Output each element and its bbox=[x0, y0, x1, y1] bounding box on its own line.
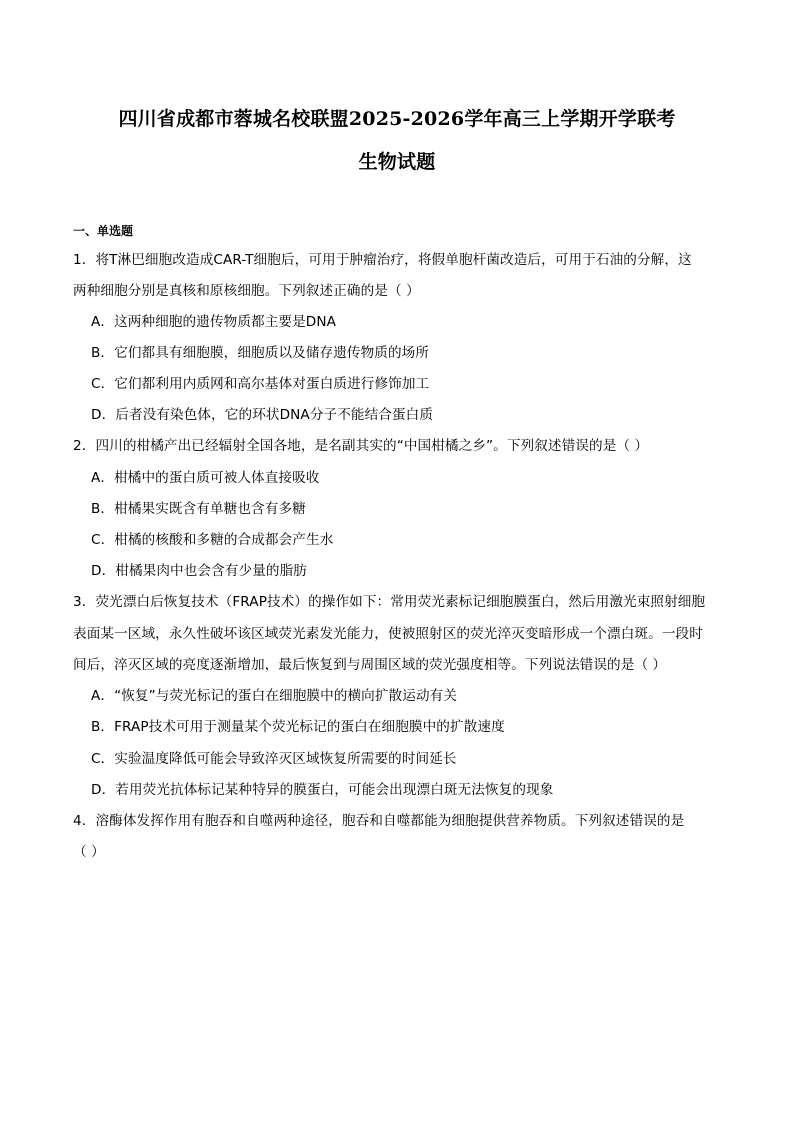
question-2-option-a: A．柑橘中的蛋白质可被人体直接吸收 bbox=[91, 470, 320, 486]
question-1-option-b: B．它们都具有细胞膜，细胞质以及储存遗传物质的场所 bbox=[91, 345, 430, 361]
question-2-option-c: C．柑橘的核酸和多糖的合成都会产生水 bbox=[91, 532, 334, 548]
question-2-option-b: B．柑橘果实既含有单糖也含有多糖 bbox=[91, 501, 306, 517]
section-heading: 一、单选题 bbox=[73, 224, 134, 238]
exam-title: 四川省成都市蓉城名校联盟2025-2026学年高三上学期开学联考 bbox=[118, 108, 676, 130]
question-1-stem-line-2: 两种细胞分别是真核和原核细胞。下列叙述正确的是（ ） bbox=[73, 283, 420, 299]
question-1-stem-line-1: 1．将T淋巴细胞改造成CAR-T细胞后，可用于肿瘤治疗，将假单胞杆菌改造后，可用于石油的分解，这 bbox=[73, 252, 692, 268]
question-1-option-a: A．这两种细胞的遗传物质都主要是DNA bbox=[91, 314, 337, 330]
question-3-option-d: D．若用荧光抗体标记某种特异的膜蛋白，可能会出现漂白斑无法恢复的现象 bbox=[91, 782, 554, 798]
question-4-stem-line-1: 4．溶酶体发挥作用有胞吞和自噬两种途径，胞吞和自噬都能为细胞提供营养物质。下列叙述错误的是 bbox=[73, 813, 685, 829]
question-3-stem-line-2: 表面某一区域，永久性破坏该区域荧光素发光能力，使被照射区的荧光淬灭变暗形成一个漂白斑。一段时 bbox=[73, 626, 703, 642]
question-3-option-a: A．“恢复”与荧光标记的蛋白在细胞膜中的横向扩散运动有关 bbox=[91, 688, 458, 704]
question-3-stem-line-3: 间后，淬灭区域的亮度逐渐增加，最后恢复到与周围区域的荧光强度相等。下列说法错误的是（ ） bbox=[73, 657, 667, 673]
question-2-stem-line-1: 2．四川的柑橘产出已经辐射全国各地，是名副其实的“中国柑橘之乡”。下列叙述错误的是（ ） bbox=[73, 438, 649, 454]
question-4-stem-line-2: （ ） bbox=[73, 844, 105, 860]
question-2-option-d: D．柑橘果肉中也会含有少量的脂肪 bbox=[91, 563, 307, 579]
question-3-option-b: B．FRAP技术可用于测量某个荧光标记的蛋白在细胞膜中的扩散速度 bbox=[91, 719, 505, 735]
exam-subtitle: 生物试题 bbox=[358, 151, 436, 173]
question-3-option-c: C．实验温度降低可能会导致淬灭区域恢复所需要的时间延长 bbox=[91, 751, 457, 767]
question-3-stem-line-1: 3．荧光漂白后恢复技术（FRAP技术）的操作如下：常用荧光素标记细胞膜蛋白，然后用激光束照射细胞 bbox=[73, 594, 706, 610]
question-1-option-c: C．它们都利用内质网和高尔基体对蛋白质进行修饰加工 bbox=[91, 376, 430, 392]
question-1-option-d: D．后者没有染色体，它的环状DNA分子不能结合蛋白质 bbox=[91, 407, 434, 423]
